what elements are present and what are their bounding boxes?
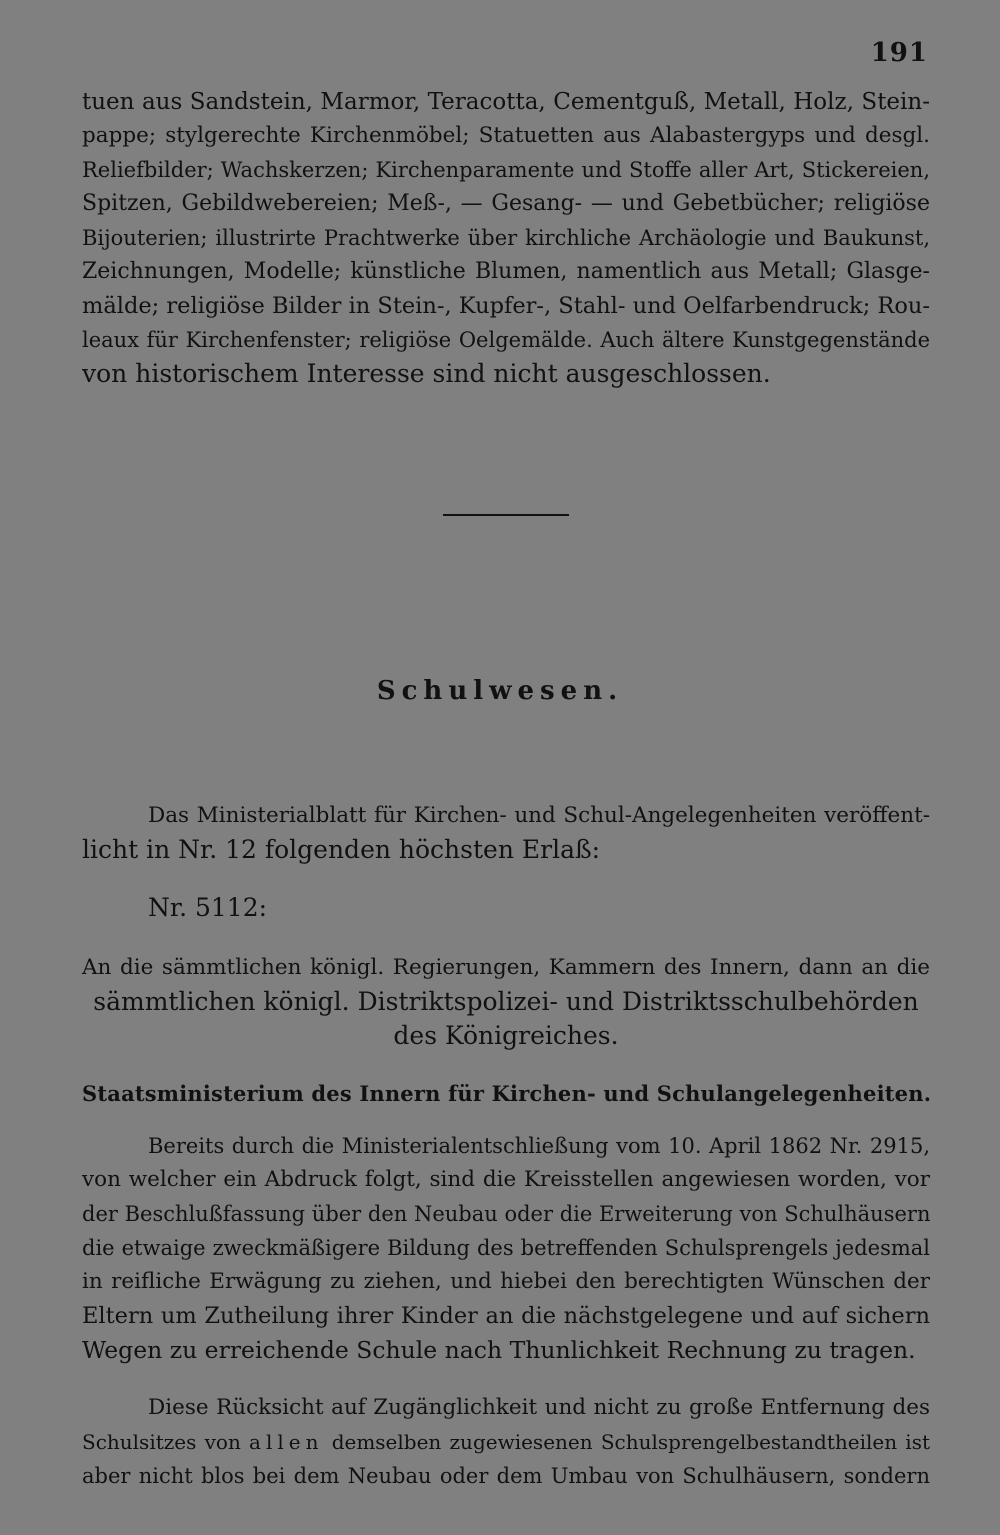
text-line: die etwaige zweckmäßigere Bildung des betreffenden Schulsprengels jedesmal <box>82 1236 930 1260</box>
emphasized-word: allen <box>249 1430 324 1454</box>
text-line: Diese Rücksicht auf Zugänglichkeit und nicht zu große Entfernung des <box>148 1395 930 1420</box>
decree-number: Nr. 5112: <box>148 893 268 922</box>
text-line: Bijouterien; illustrirte Prachtwerke über kirchliche Archäologie und Baukunst, <box>82 226 930 250</box>
text-line: der Beschlußfassung über den Neubau oder die Erweiterung von Schulhäusern <box>82 1202 931 1226</box>
text-line: pappe; stylgerechte Kirchenmöbel; Statuetten aus Alabastergyps und desgl. <box>82 123 930 148</box>
section-divider <box>443 514 569 516</box>
text-line: Das Ministerialblatt für Kirchen- und Schul-Angelegenheiten veröffent- <box>148 803 930 828</box>
text-segment: Schulsitzes von <box>82 1430 250 1454</box>
text-line <box>82 1426 930 1458</box>
text-line: des Königreiches. <box>393 1021 619 1050</box>
text-line: von historischem Interesse sind nicht ausgeschlossen. <box>82 359 771 388</box>
text-line: aber nicht blos bei dem Neubau oder dem Umbau von Schulhäusern, sondern <box>82 1464 930 1488</box>
text-line: licht in Nr. 12 folgenden höchsten Erlaß: <box>82 835 601 864</box>
text-line: leaux für Kirchenfenster; religiöse Oelgemälde. Auch ältere Kunstgegenstände <box>82 328 930 352</box>
text-line: Wegen zu erreichende Schule nach Thunlichkeit Rechnung zu tragen. <box>82 1336 916 1364</box>
ministry-heading: Staatsministerium des Innern für Kirchen- und Schulangelegenheiten. <box>82 1081 932 1106</box>
text-line: in reifliche Erwägung zu ziehen, und hiebei den berechtigten Wünschen der <box>82 1269 930 1294</box>
text-segment: demselben zugewiesenen Schulsprengelbestandtheilen ist <box>323 1430 930 1454</box>
text-line: sämmtlichen königl. Distriktspolizei- und Distriktsschulbehörden <box>93 987 919 1016</box>
text-line: An die sämmtlichen königl. Regierungen, Kammern des Innern, dann an die <box>82 955 930 980</box>
text-line: Zeichnungen, Modelle; künstliche Blumen, namentlich aus Metall; Glasge- <box>82 259 930 284</box>
text-line: mälde; religiöse Bilder in Stein-, Kupfer-, Stahl- und Oelfarbendruck; Rou- <box>82 293 931 319</box>
section-title: Schulwesen. <box>376 676 624 706</box>
text-line: Reliefbilder; Wachskerzen; Kirchenparamente und Stoffe aller Art, Stickereien, <box>82 158 930 182</box>
text-line: Spitzen, Gebildwebereien; Meß-, — Gesang- — und Gebetbücher; religiöse <box>82 191 930 216</box>
text-line: Eltern um Zutheilung ihrer Kinder an die nächstgelegene und auf sichern <box>82 1303 930 1329</box>
text-line: Bereits durch die Ministerialentschließung vom 10. April 1862 Nr. 2915, <box>148 1134 930 1158</box>
page-number: 191 <box>870 38 928 68</box>
text-line: von welcher ein Abdruck folgt, sind die Kreisstellen angewiesen worden, vor <box>82 1167 930 1192</box>
text-line: tuen aus Sandstein, Marmor, Teracotta, Cementguß, Metall, Holz, Stein- <box>82 89 930 115</box>
